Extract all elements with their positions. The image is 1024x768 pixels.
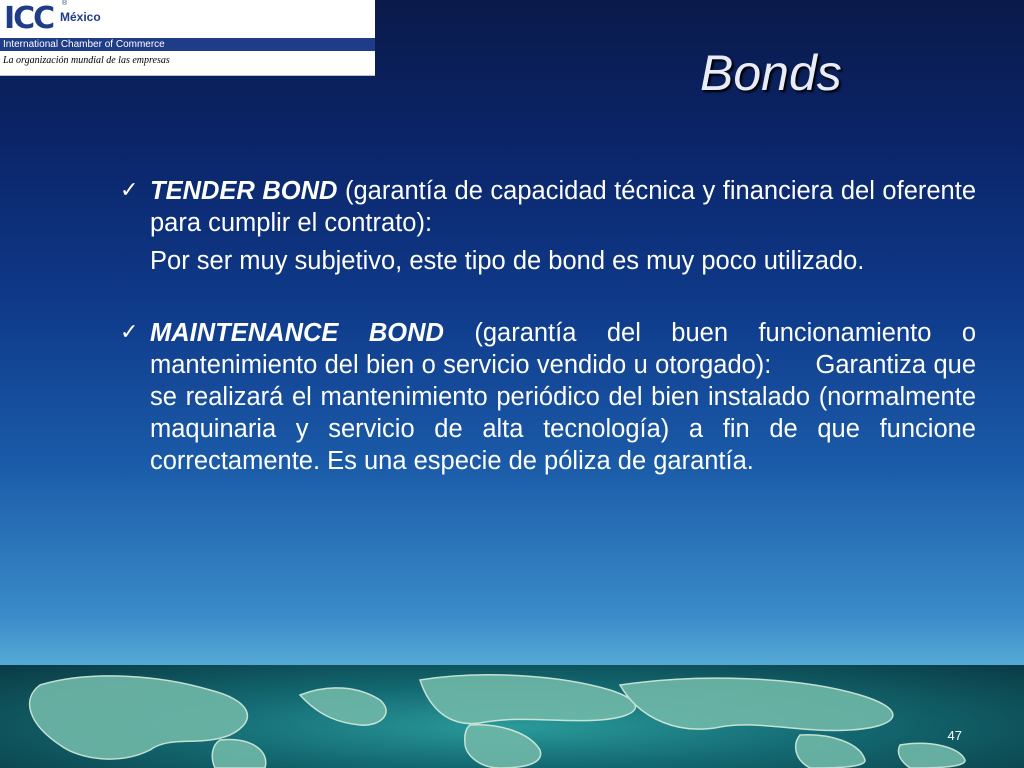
check-icon: ✓ [120, 178, 139, 203]
logo-org-name: International Chamber of Commerce [0, 38, 375, 51]
bullet-term: TENDER BOND [150, 177, 338, 205]
slide-content [110, 175, 976, 483]
world-map-icon [0, 665, 1024, 768]
bullet-maintenance-bond [110, 317, 976, 477]
page-number: 47 [947, 728, 962, 743]
icc-logo [0, 0, 375, 76]
logo-tagline: La organización mundial de las empresas [3, 55, 170, 66]
bullet-description: (garantía de capacidad técnica y financiera del oferente para cumplir el contrato): [150, 177, 976, 237]
bullet-paragraph: Por ser muy subjetivo, este tipo de bond es muy poco utilizado. [150, 247, 865, 275]
world-map-footer [0, 665, 1024, 768]
registered-mark: ® [62, 0, 68, 7]
slide-title: Bonds [700, 45, 842, 101]
bullet-text [150, 317, 976, 477]
bullet-text [150, 175, 976, 239]
bullet-term: MAINTENANCE BOND [150, 319, 444, 347]
bullet-tender-bond [110, 175, 976, 239]
bullet-description: (garantía del buen funcionamiento o mantenimiento del bien o servicio vendido u otorgado): Garantiza que se realizará el mantenimiento periódico del bien instalado (normalmente maquinaria y servicio de alta tecnología) a fin de que funcione correctamente. Es una especie de póliza de garantía. [150, 319, 976, 475]
check-icon: ✓ [120, 320, 139, 345]
icc-logo-mark: ICC [4, 1, 54, 36]
logo-country: México [60, 10, 101, 24]
